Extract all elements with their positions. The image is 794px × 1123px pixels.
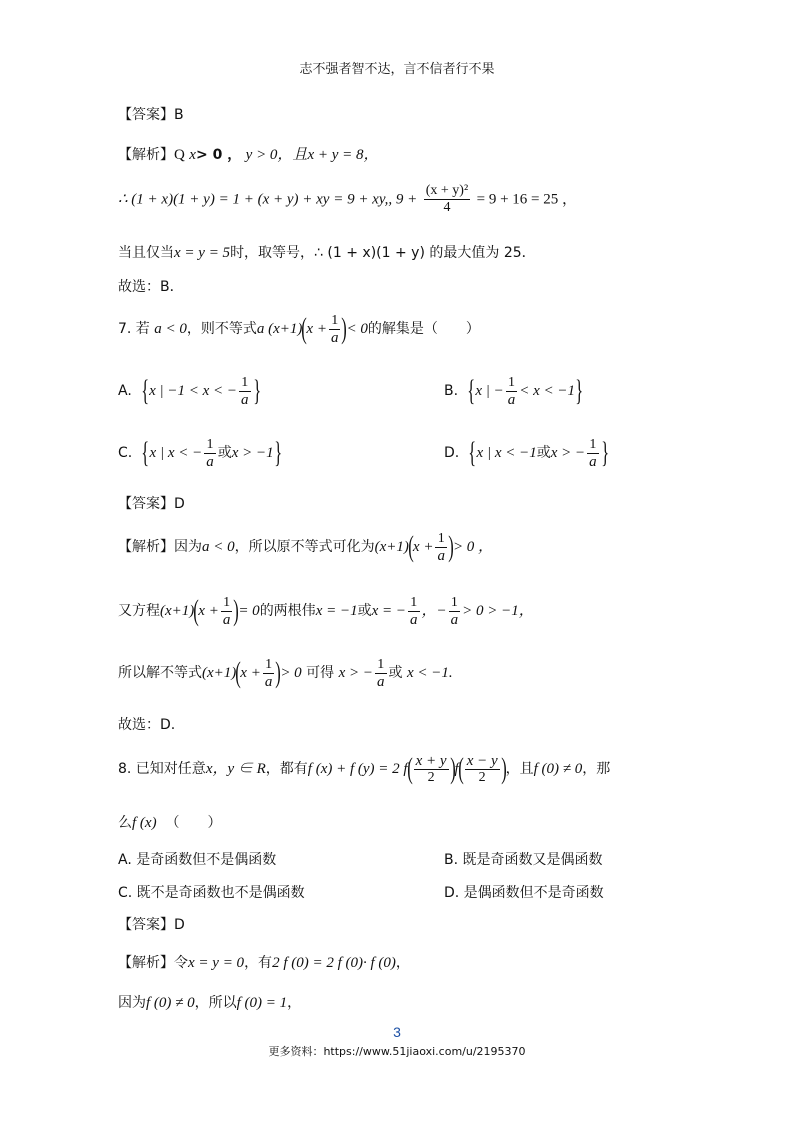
question-8-stem-line2: 么f (x) （ ） [118,815,222,831]
q7-option-d[interactable]: D. {x | x < −1或x > − $\frac{1}{a}$ } [444,436,609,470]
question-8-stem: 8. 已知对任意x，y ∈ R，都有f (x) + f (y) = 2 f( $\frac{x + y}{2}$ )f( $\frac{x - y}{2}$ )，且f (0) ≠ 0，那 [118,752,611,785]
answer-q8: 【答案】D [118,917,185,933]
choose-q6: 故选：B． [118,279,184,295]
explanation-q7-line1: 【解析】因为a < 0，所以原不等式可化为(x+1)(x + $\frac{1}{a}$ )> 0 ， [118,530,494,564]
page-number: 3 [393,1024,401,1040]
page-header-motto: 志不强者智不达，言不信者行不果 [299,62,495,77]
answer-q7: 【答案】D [118,496,185,512]
q7-option-b[interactable]: B. {x | − $\frac{1}{a}$ < x < −1} [444,374,584,408]
explanation-q6-line1: 【解析】Q x> 0 ， y > 0，且x + y = 8， [118,147,379,163]
explanation-q6-line2: ∴ (1 + x)(1 + y) = 1 + (x + y) + xy = 9 + xy,, 9 + $\frac{\text{(x + y)²}}{4}$ = 9 + 16 = 25 ， [118,183,578,215]
q8-option-a[interactable]: A. 是奇函数但不是偶函数 [118,852,277,868]
explanation-q7-line2: 又方程(x+1)(x + $\frac{1}{a}$ )= 0的两根伟x = −1或x = − $\frac{1}{a}$ ，− $\frac{1}{a}$ > 0 > −1， [118,594,534,628]
q8-option-b[interactable]: B. 既是奇函数又是偶函数 [444,852,603,868]
question-7-stem: 7. 若 a < 0，则不等式a (x+1)(x + $\frac{1}{a}$ )< 0的解集是（ ） [118,312,480,346]
explanation-q7-line3: 所以解不等式(x+1)(x + $\frac{1}{a}$ )> 0 可得 x > − $\frac{1}{a}$ 或 x < −1. [118,656,453,690]
q8-option-c[interactable]: C. 既不是奇函数也不是偶函数 [118,885,305,901]
explanation-q6-line3: 当且仅当x = y = 5时，取等号，∴ (1 + x)(1 + y) 的最大值为 25． [118,245,536,261]
q7-option-c[interactable]: C. {x | x < − $\frac{1}{a}$ 或x > −1} [118,436,282,470]
q7-option-a[interactable]: A. {x | −1 < x < − $\frac{1}{a}$ } [118,374,261,408]
explanation-q8-line2: 因为f (0) ≠ 0，所以f (0) = 1， [118,995,302,1011]
q8-option-d[interactable]: D. 是偶函数但不是奇函数 [444,885,604,901]
answer-q6: 【答案】B [118,107,184,123]
choose-q7: 故选：D. [118,717,176,733]
footer-link[interactable]: 更多资料：https://www.51jiaoxi.com/u/2195370 [268,1045,526,1058]
explanation-q8-line1: 【解析】令x = y = 0，有2 f (0) = 2 f (0)· f (0)， [118,955,410,971]
